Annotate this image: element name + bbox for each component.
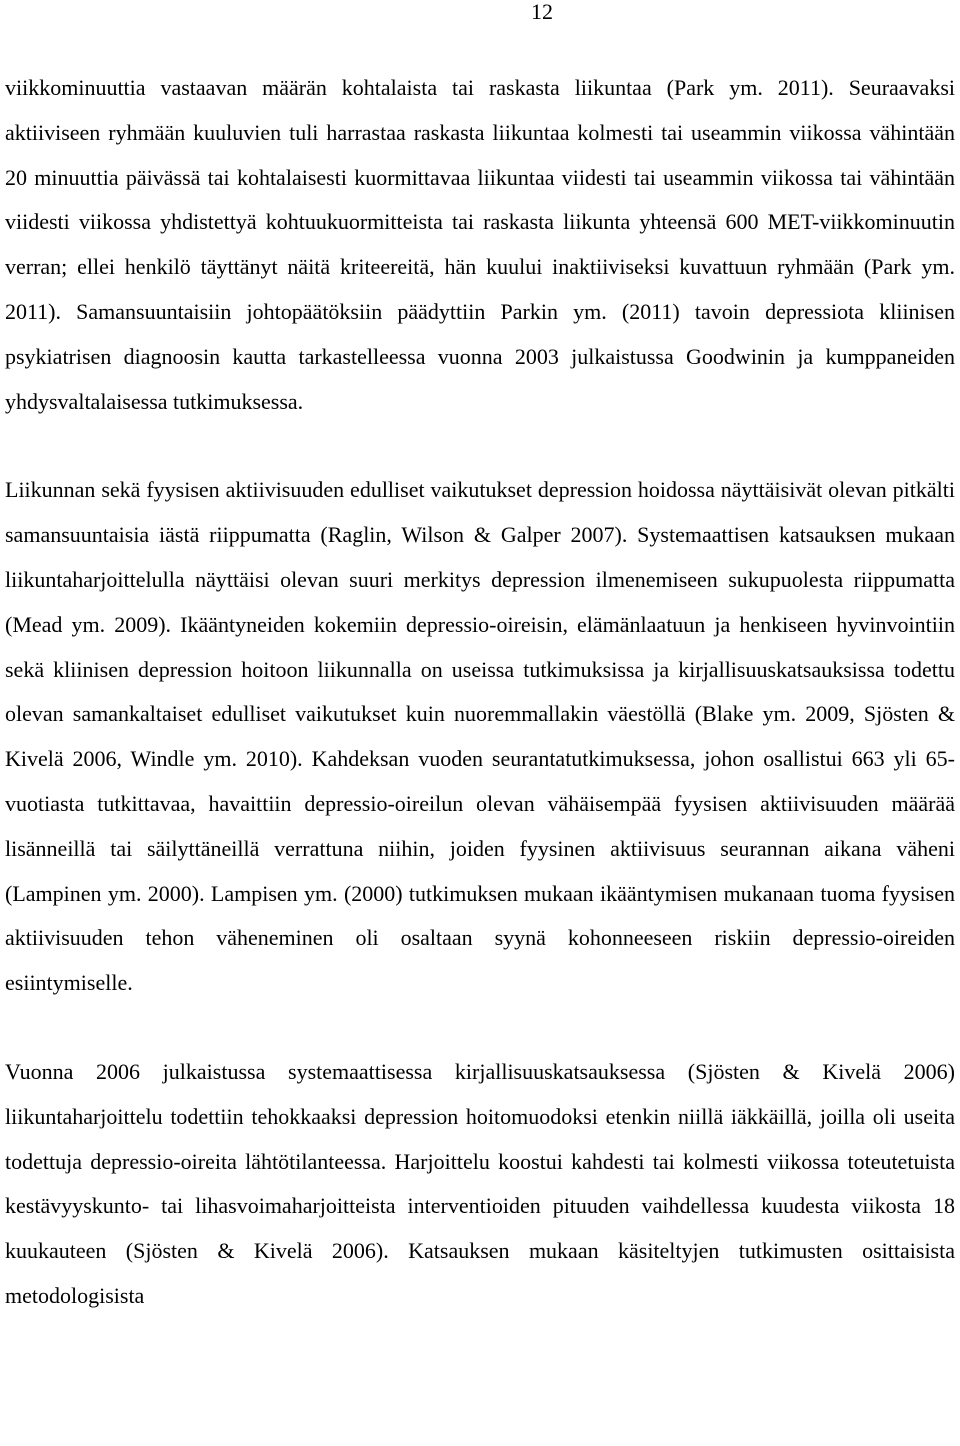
- paragraph-2: Liikunnan sekä fyysisen aktiivisuuden edulliset vaikutukset depression hoidossa näyttäisivät olevan pitkälti samansuuntaisia iästä riippumatta (Raglin, Wilson & Galper 2007). Systemaattisen katsauksen mukaan liikuntaharjoittelulla näyttäisi olevan suuri merkitys depression ilmenemiseen sukupuolesta riippumatta (Mead ym. 2009). Ikääntyneiden kokemiin depressio-oireisin, elämänlaatuun ja henkiseen hyvinvointiin sekä kliinisen depression hoitoon liikunnalla on useissa tutkimuksissa ja kirjallisuuskatsauksissa todettu olevan samankaltaiset edulliset vaikutukset kuin nuoremmallakin väestöllä (Blake ym. 2009, Sjösten & Kivelä 2006, Windle ym. 2010). Kahdeksan vuoden seurantatutkimuksessa, johon osallistui 663 yli 65-vuotiasta tutkittavaa, havaittiin depressio-oireilun olevan vähäisempää fyysisen aktiivisuuden määrää lisänneillä tai säilyttäneillä verrattuna niihin, joiden fyysinen aktiivisuus seurannan aikana väheni (Lampinen ym. 2000). Lampisen ym. (2000) tutkimuksen mukaan ikääntymisen mukanaan tuoma fyysisen aktiivisuuden tehon väheneminen oli osaltaan syynä kohonneeseen riskiin depressio-oireiden esiintymiselle.: [5, 477, 955, 996]
- document-body: [5, 66, 955, 1319]
- page-number: 12: [531, 0, 553, 24]
- paragraph-1: viikkominuuttia vastaavan määrän kohtalaista tai raskasta liikuntaa (Park ym. 2011). Seuraavaksi aktiiviseen ryhmään kuuluvien tuli harrastaa raskasta liikuntaa kolmesti tai useammin viikossa vähintään 20 minuuttia päivässä tai kohtalaisesti kuormittavaa liikuntaa viidesti tai useammin viikossa tai vähintään viidesti viikossa yhdistettyä kohtuukuormitteista tai raskasta liikunta yhteensä 600 MET-viikkominuutin verran; ellei henkilö täyttänyt näitä kriteereitä, hän kuului inaktiiviseksi kuvattuun ryhmään (Park ym. 2011). Samansuuntaisiin johtopäätöksiin päädyttiin Parkin ym. (2011) tavoin depressiota kliinisen psykiatrisen diagnoosin kautta tarkastelleessa vuonna 2003 julkaistussa Goodwinin ja kumppaneiden yhdysvaltalaisessa tutkimuksessa.: [5, 75, 955, 414]
- paragraph-3: Vuonna 2006 julkaistussa systemaattisessa kirjallisuuskatsauksessa (Sjösten & Kivelä 2006) liikuntaharjoittelu todettiin tehokkaaksi depression hoitomuodoksi etenkin niillä iäkkäillä, joilla oli useita todettuja depressio-oireita lähtötilanteessa. Harjoittelu koostui kahdesti tai kolmesti viikossa toteutetuista kestävyyskunto- tai lihasvoimaharjoitteista interventioiden pituuden vaihdellessa kuudesta viikosta 18 kuukauteen (Sjösten & Kivelä 2006). Katsauksen mukaan käsiteltyjen tutkimusten osittaisista metodologisista: [5, 1058, 955, 1308]
